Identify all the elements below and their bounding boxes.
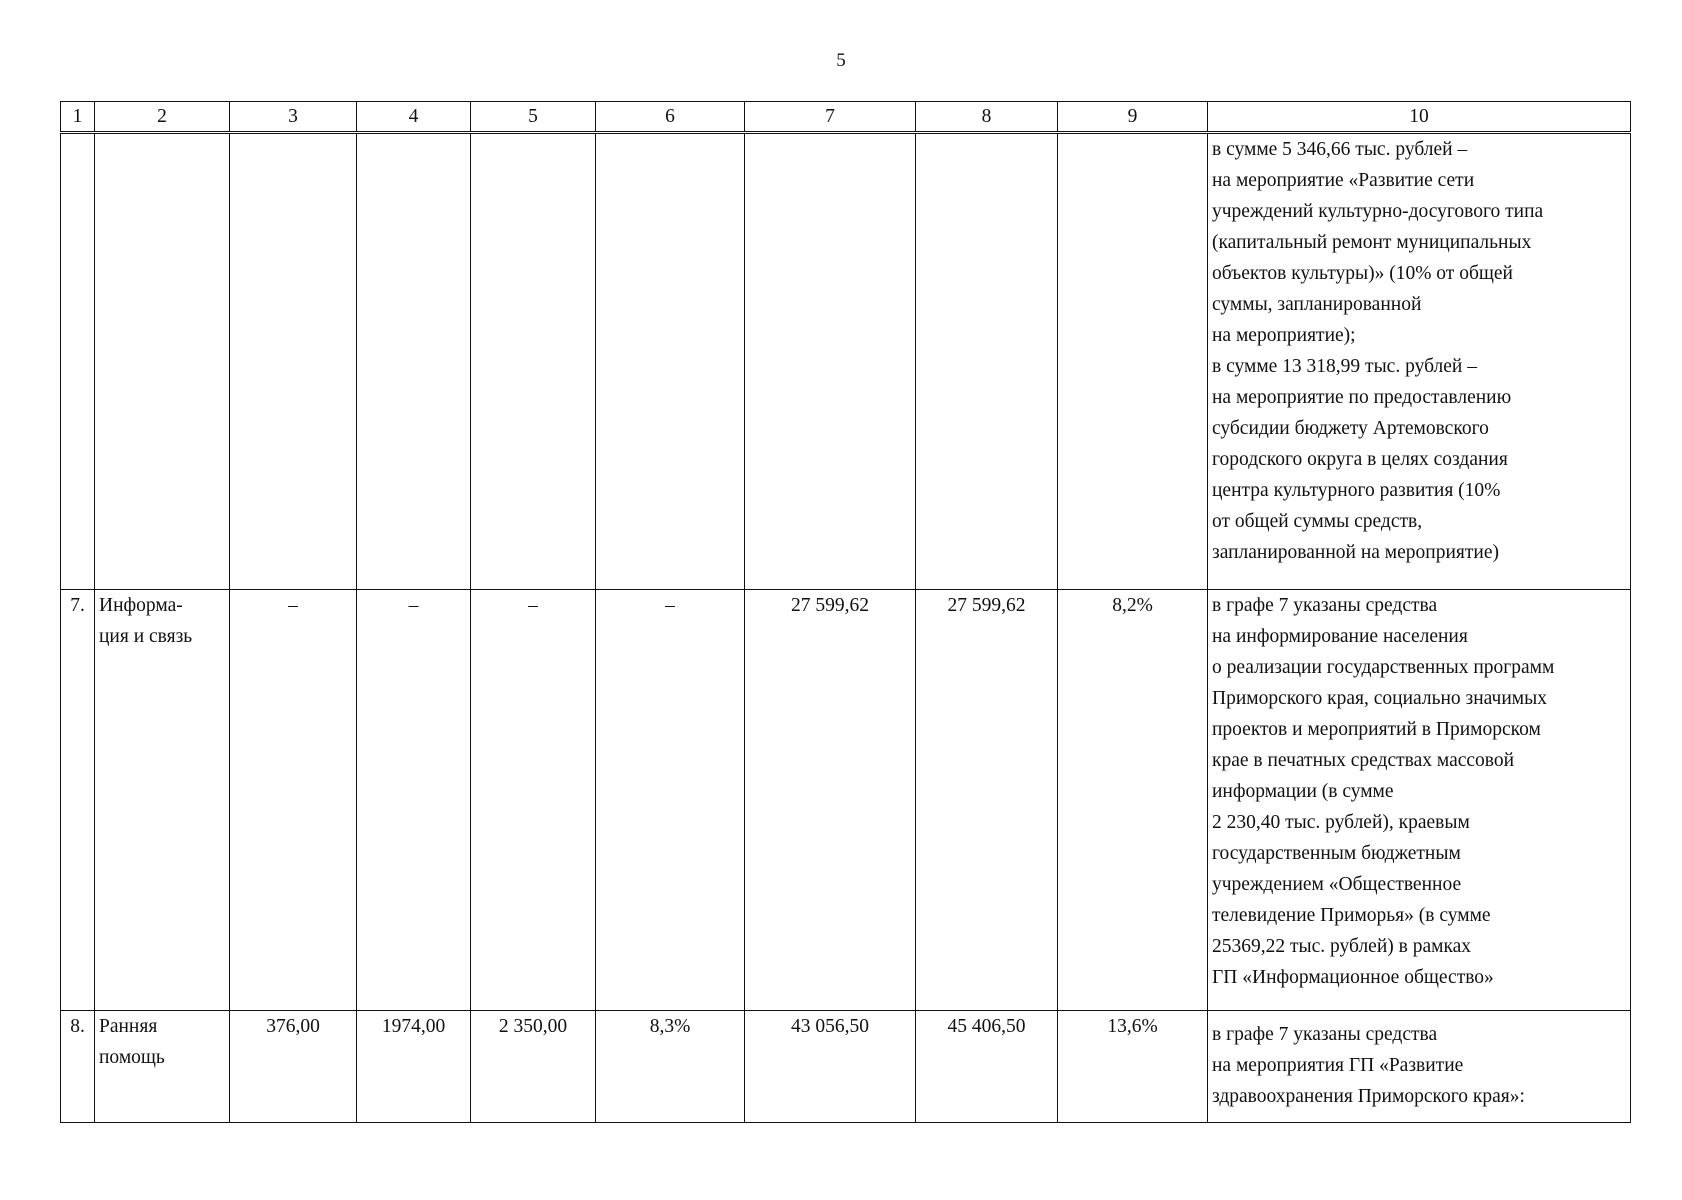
value-cell: 27 599,62 [916, 590, 1058, 1011]
column-header: 10 [1208, 102, 1631, 133]
note-line: суммы, запланированной [1212, 294, 1422, 315]
value-cell: 27 599,62 [745, 590, 916, 1011]
note-line: на мероприятие «Развитие сети [1212, 170, 1475, 191]
column-header: 7 [745, 102, 916, 133]
value-cell [357, 133, 471, 590]
column-header: 5 [471, 102, 596, 133]
value-cell: – [596, 590, 745, 1011]
table-row [61, 1011, 1631, 1123]
note-cell [1208, 590, 1631, 1011]
row-name-line: помощь [99, 1047, 165, 1068]
note-line: учреждений культурно-досугового типа [1212, 201, 1544, 222]
column-header: 1 [61, 102, 95, 133]
note-cell [1208, 1011, 1631, 1123]
column-header: 2 [95, 102, 230, 133]
row-name-line: ция и связь [99, 626, 193, 647]
value-cell: – [357, 590, 471, 1011]
value-cell: – [471, 590, 596, 1011]
note-line: городского округа в целях создания [1212, 449, 1508, 470]
row-name [95, 133, 230, 590]
row-name-line: Ранняя [99, 1016, 158, 1037]
row-index [61, 133, 95, 590]
note-line: запланированной на мероприятие) [1212, 542, 1499, 563]
note-line: в графе 7 указаны средства [1212, 595, 1438, 616]
note-line: телевидение Приморья» (в сумме [1212, 905, 1491, 926]
note-line: ГП «Информационное общество» [1212, 967, 1494, 988]
note-line: информации (в сумме [1212, 781, 1394, 802]
page-number: 5 [836, 50, 846, 71]
column-header: 6 [596, 102, 745, 133]
value-cell: 45 406,50 [916, 1011, 1058, 1123]
note-line: учреждением «Общественное [1212, 874, 1462, 895]
row-index: 7. [61, 590, 95, 1011]
note-line: крае в печатных средствах массовой [1212, 750, 1515, 771]
note-line: 25369,22 тыс. рублей) в рамках [1212, 936, 1472, 957]
note-line: от общей суммы средств, [1212, 511, 1423, 532]
note-line: проектов и мероприятий в Приморском [1212, 719, 1541, 740]
note-line: на мероприятия ГП «Развитие [1212, 1055, 1464, 1076]
value-cell [471, 133, 596, 590]
table-row [61, 133, 1631, 590]
note-line: объектов культуры)» (10% от общей [1212, 263, 1513, 284]
note-line: на мероприятие); [1212, 325, 1356, 346]
note-line: субсидии бюджету Артемовского [1212, 418, 1489, 439]
value-cell: 2 350,00 [471, 1011, 596, 1123]
value-cell [745, 133, 916, 590]
column-header: 8 [916, 102, 1058, 133]
row-name [95, 590, 230, 1011]
value-cell: 13,6% [1058, 1011, 1208, 1123]
note-line: (капитальный ремонт муниципальных [1212, 232, 1532, 253]
value-cell [596, 133, 745, 590]
note-line: здравоохранения Приморского края»: [1212, 1086, 1525, 1107]
value-cell: 376,00 [230, 1011, 357, 1123]
value-cell: 1974,00 [357, 1011, 471, 1123]
row-name [95, 1011, 230, 1123]
value-cell: – [230, 590, 357, 1011]
row-name-line: Информа- [99, 595, 183, 616]
value-cell [916, 133, 1058, 590]
value-cell [1058, 133, 1208, 590]
note-line: в сумме 5 346,66 тыс. рублей – [1212, 139, 1468, 160]
note-line: на информирование населения [1212, 626, 1468, 647]
value-cell [230, 133, 357, 590]
note-line: государственным бюджетным [1212, 843, 1461, 864]
value-cell: 8,3% [596, 1011, 745, 1123]
note-line: центра культурного развития (10% [1212, 480, 1501, 501]
note-line: в сумме 13 318,99 тыс. рублей – [1212, 356, 1477, 377]
column-header: 9 [1058, 102, 1208, 133]
row-index: 8. [61, 1011, 95, 1123]
note-line: на мероприятие по предоставлению [1212, 387, 1512, 408]
note-line: в графе 7 указаны средства [1212, 1024, 1438, 1045]
note-line: о реализации государственных программ [1212, 657, 1555, 678]
value-cell: 43 056,50 [745, 1011, 916, 1123]
header-row [61, 102, 1631, 133]
value-cell: 8,2% [1058, 590, 1208, 1011]
column-header: 3 [230, 102, 357, 133]
table-row [61, 590, 1631, 1011]
note-line: 2 230,40 тыс. рублей), краевым [1212, 812, 1470, 833]
budget-table [60, 101, 1631, 1123]
note-cell [1208, 133, 1631, 590]
note-line: Приморского края, социально значимых [1212, 688, 1547, 709]
column-header: 4 [357, 102, 471, 133]
